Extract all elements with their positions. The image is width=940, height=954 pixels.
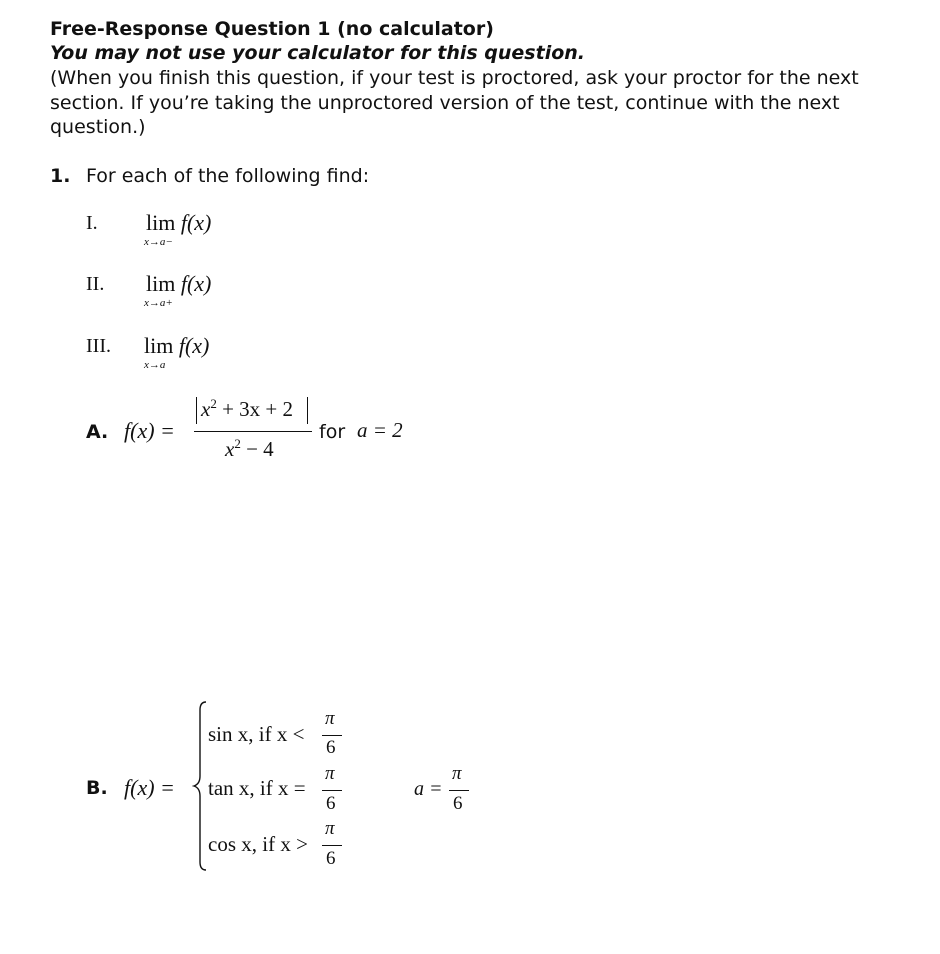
part-b-a-pi: π xyxy=(452,763,462,784)
case-sin: sin x, if x < xyxy=(208,722,305,746)
part-a-lhs: f(x) = xyxy=(124,418,175,443)
lim-word: lim xyxy=(146,271,176,296)
part-a-value: a = 2 xyxy=(357,418,403,442)
part-b-a-den: 6 xyxy=(453,793,463,814)
case-tan-fraction-bar xyxy=(322,790,342,791)
function-fx: f(x) xyxy=(180,271,212,296)
part-a-denominator: $x^2 - 4$ xyxy=(225,436,274,461)
part-b-label: B. xyxy=(86,777,108,799)
fraction-bar xyxy=(194,431,312,432)
no-calculator-notice: You may not use your calculator for this question. xyxy=(50,42,586,64)
abs-bar-right xyxy=(307,397,308,424)
limit-subscript-1: x→a− xyxy=(144,236,173,248)
function-fx: f(x) xyxy=(180,210,212,235)
part-a-label: A. xyxy=(86,421,109,443)
limit-subscript-2: x→a+ xyxy=(144,297,173,309)
case-tan: tan x, if x = xyxy=(208,776,306,800)
case-cos: cos x, if x > xyxy=(208,832,308,856)
limit-numeral-3: III. xyxy=(86,335,111,357)
limit-numeral-1: I. xyxy=(86,212,98,234)
case-tan-pi: π xyxy=(325,763,335,784)
part-a-for: for xyxy=(319,421,346,443)
part-b-a-eq: a = xyxy=(414,778,443,800)
function-fx: f(x) xyxy=(178,333,210,358)
case-cos-den: 6 xyxy=(326,848,336,869)
question-prompt: For each of the following find: xyxy=(86,165,370,187)
question-title: Free-Response Question 1 (no calculator) xyxy=(50,18,494,40)
piecewise-brace xyxy=(192,700,208,872)
instructions: (When you finish this question, if your test is proctored, ask your proctor for the next section. If you’re taking the unproctored version of the test, continue with the next question.) xyxy=(50,67,859,138)
case-tan-den: 6 xyxy=(326,793,336,814)
lim-word: lim xyxy=(146,210,176,235)
case-sin-pi: π xyxy=(325,708,335,729)
limit-expression-2 xyxy=(146,271,211,297)
abs-bar-left xyxy=(196,397,197,424)
case-sin-den: 6 xyxy=(326,737,336,758)
part-b-a-fraction-bar xyxy=(449,790,469,791)
limit-expression-3 xyxy=(144,333,209,359)
limit-expression-1 xyxy=(146,210,211,236)
lim-word: lim xyxy=(144,333,174,358)
part-b-lhs: f(x) = xyxy=(124,775,175,800)
case-cos-pi: π xyxy=(325,818,335,839)
limit-numeral-2: II. xyxy=(86,273,105,295)
case-cos-fraction-bar xyxy=(322,845,342,846)
part-a-numerator: $x^2 + 3x + 2$ xyxy=(201,396,294,421)
question-number: 1. xyxy=(50,165,71,187)
limit-subscript-3: x→a xyxy=(144,359,166,371)
